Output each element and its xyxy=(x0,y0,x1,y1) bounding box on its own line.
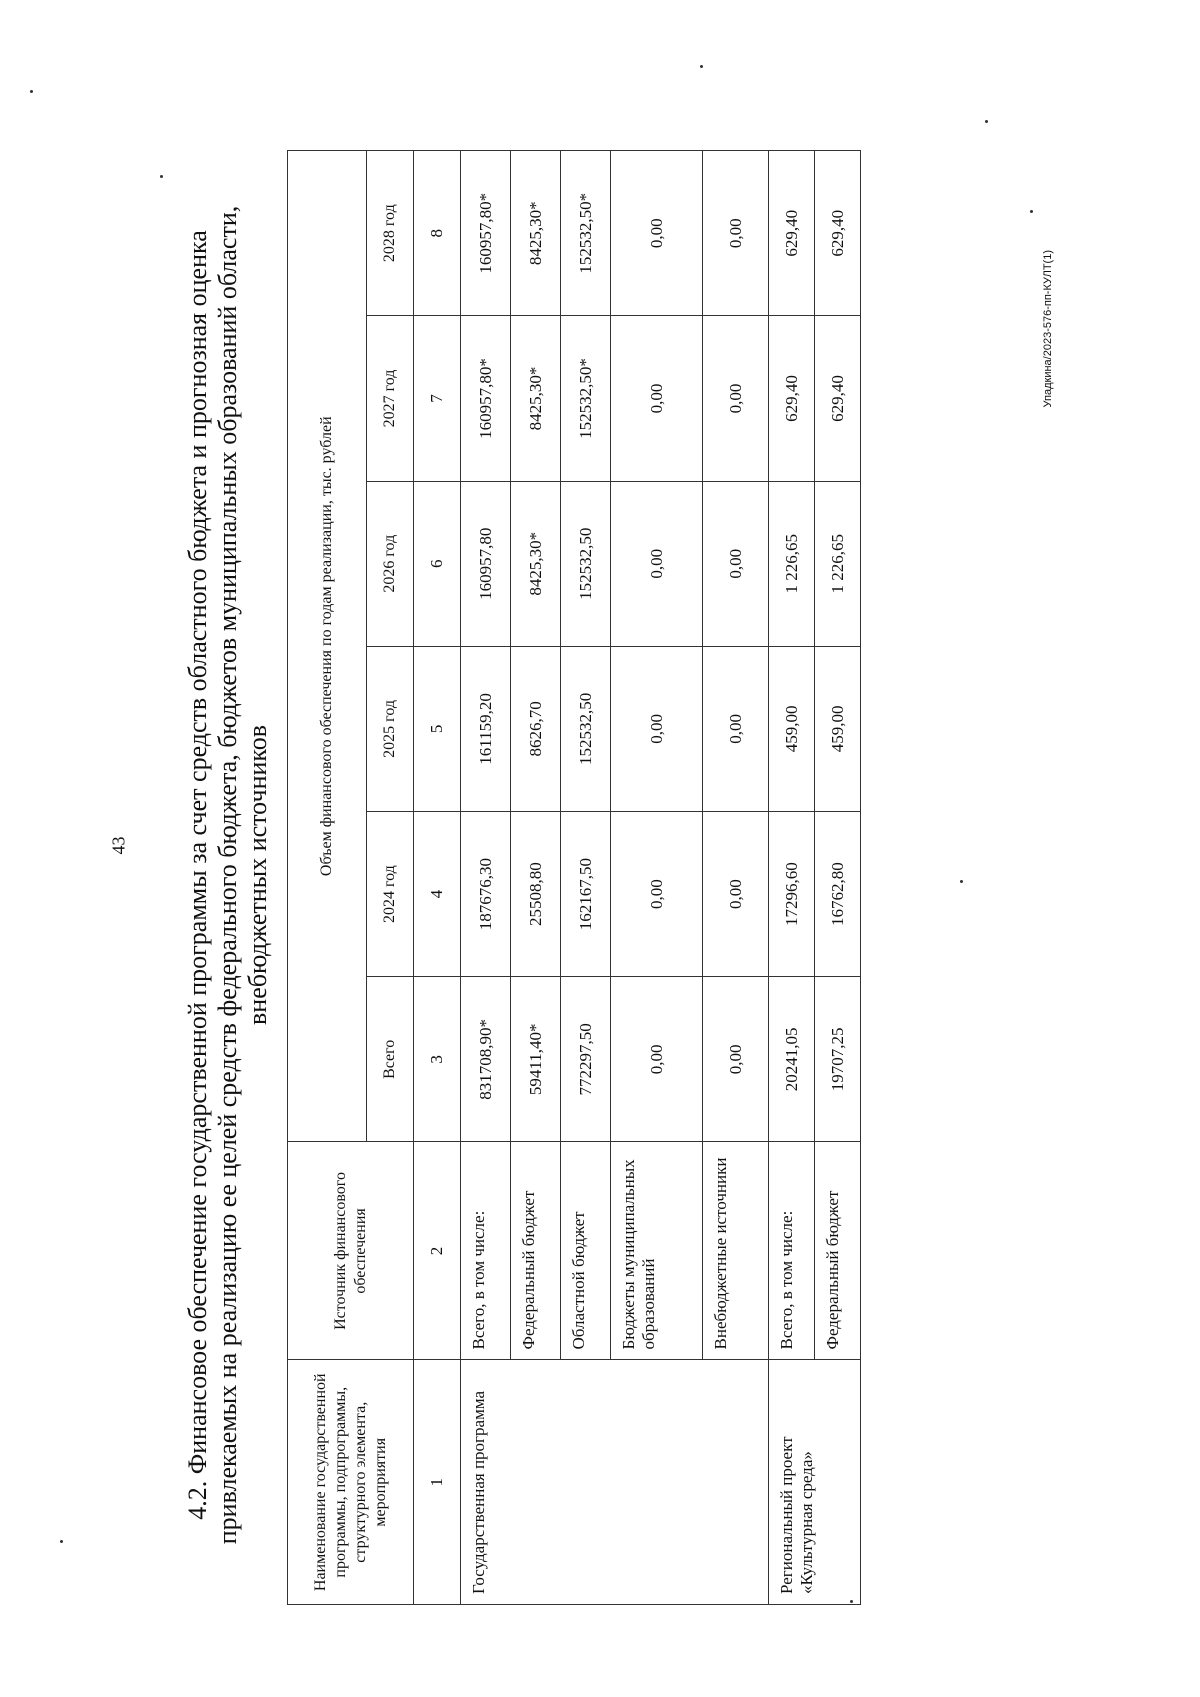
value-cell: 629,40 xyxy=(769,316,815,481)
source-cell: Всего, в том числе: xyxy=(769,1142,815,1360)
column-number-row xyxy=(414,151,461,1605)
header-volume: Объем финансового обеспечения по годам реализации, тыс. рублей xyxy=(288,151,367,1142)
value-cell: 831708,90* xyxy=(461,977,511,1142)
heading-line-1: 4.2. Финансовое обеспечение государственной программы за счет средств областного бюджета и прогнозная оценка xyxy=(183,230,212,1520)
value-cell: 459,00 xyxy=(815,646,861,811)
column-number: 2 xyxy=(414,1142,461,1360)
value-cell: 0,00 xyxy=(611,646,703,811)
source-cell: Внебюджетные источники xyxy=(703,1142,769,1360)
source-cell: Бюджеты муниципальных образований xyxy=(611,1142,703,1360)
heading-line-2: привлекаемых на реализацию ее целей средств федерального бюджета, бюджетов муниципальных образований области, xyxy=(213,205,242,1545)
document-id: Упадкина/2023-576-пп-КУЛТ(1) xyxy=(1042,250,1054,408)
value-cell: 772297,50 xyxy=(561,977,611,1142)
column-number: 5 xyxy=(414,646,461,811)
value-cell: 0,00 xyxy=(611,151,703,316)
column-number: 1 xyxy=(414,1360,461,1605)
column-number: 8 xyxy=(414,151,461,316)
scan-speck xyxy=(850,1600,853,1603)
value-cell: 152532,50* xyxy=(561,151,611,316)
value-cell: 0,00 xyxy=(611,812,703,977)
value-cell: 152532,50* xyxy=(561,316,611,481)
value-cell: 0,00 xyxy=(703,812,769,977)
value-cell: 629,40 xyxy=(769,151,815,316)
value-cell: 0,00 xyxy=(703,481,769,646)
source-cell: Всего, в том числе: xyxy=(461,1142,511,1360)
scan-speck xyxy=(160,175,163,178)
rotated-content xyxy=(175,145,861,1605)
value-cell: 16762,80 xyxy=(815,812,861,977)
value-cell: 162167,50 xyxy=(561,812,611,977)
scan-speck xyxy=(700,65,703,68)
value-cell: 0,00 xyxy=(703,646,769,811)
program-name: Региональный проект «Культурная среда» xyxy=(769,1360,861,1605)
value-cell: 19707,25 xyxy=(815,977,861,1142)
header-year: Всего xyxy=(367,977,414,1142)
value-cell: 160957,80* xyxy=(461,316,511,481)
scan-speck xyxy=(985,120,988,123)
header-program-name: Наименование государственной программы, подпрограммы, структурного элемента, мероприятия xyxy=(288,1360,414,1605)
column-number: 6 xyxy=(414,481,461,646)
header-year: 2027 год xyxy=(367,316,414,481)
value-cell: 0,00 xyxy=(703,316,769,481)
value-cell: 25508,80 xyxy=(511,812,561,977)
value-cell: 0,00 xyxy=(703,977,769,1142)
scan-speck xyxy=(1030,210,1033,213)
value-cell: 0,00 xyxy=(611,316,703,481)
table-row xyxy=(461,151,511,1605)
source-cell: Федеральный бюджет xyxy=(815,1142,861,1360)
value-cell: 0,00 xyxy=(611,977,703,1142)
table-row xyxy=(769,151,815,1605)
value-cell: 0,00 xyxy=(703,151,769,316)
value-cell: 8626,70 xyxy=(511,646,561,811)
value-cell: 8425,30* xyxy=(511,151,561,316)
value-cell: 1 226,65 xyxy=(815,481,861,646)
value-cell: 629,40 xyxy=(815,316,861,481)
value-cell: 20241,05 xyxy=(769,977,815,1142)
value-cell: 629,40 xyxy=(815,151,861,316)
value-cell: 160957,80* xyxy=(461,151,511,316)
scan-speck xyxy=(960,880,963,883)
source-cell: Федеральный бюджет xyxy=(511,1142,561,1360)
scan-speck xyxy=(30,90,33,93)
header-year: 2028 год xyxy=(367,151,414,316)
program-name: Государственная программа xyxy=(461,1360,769,1605)
section-heading xyxy=(175,145,287,1605)
column-number: 7 xyxy=(414,316,461,481)
value-cell: 152532,50 xyxy=(561,646,611,811)
value-cell: 59411,40* xyxy=(511,977,561,1142)
value-cell: 1 226,65 xyxy=(769,481,815,646)
header-source: Источник финансового обеспечения xyxy=(288,1142,414,1360)
header-year: 2024 год xyxy=(367,812,414,977)
header-year: 2026 год xyxy=(367,481,414,646)
scan-speck xyxy=(60,1540,63,1543)
value-cell: 17296,60 xyxy=(769,812,815,977)
value-cell: 459,00 xyxy=(769,646,815,811)
value-cell: 8425,30* xyxy=(511,316,561,481)
value-cell: 161159,20 xyxy=(461,646,511,811)
column-number: 3 xyxy=(414,977,461,1142)
value-cell: 8425,30* xyxy=(511,481,561,646)
page-number: 43 xyxy=(108,836,129,855)
heading-line-3: внебюджетных источников xyxy=(243,725,272,1025)
column-number: 4 xyxy=(414,812,461,977)
value-cell: 0,00 xyxy=(611,481,703,646)
header-year: 2025 год xyxy=(367,646,414,811)
value-cell: 152532,50 xyxy=(561,481,611,646)
financing-table xyxy=(287,150,861,1605)
value-cell: 187676,30 xyxy=(461,812,511,977)
value-cell: 160957,80 xyxy=(461,481,511,646)
source-cell: Областной бюджет xyxy=(561,1142,611,1360)
